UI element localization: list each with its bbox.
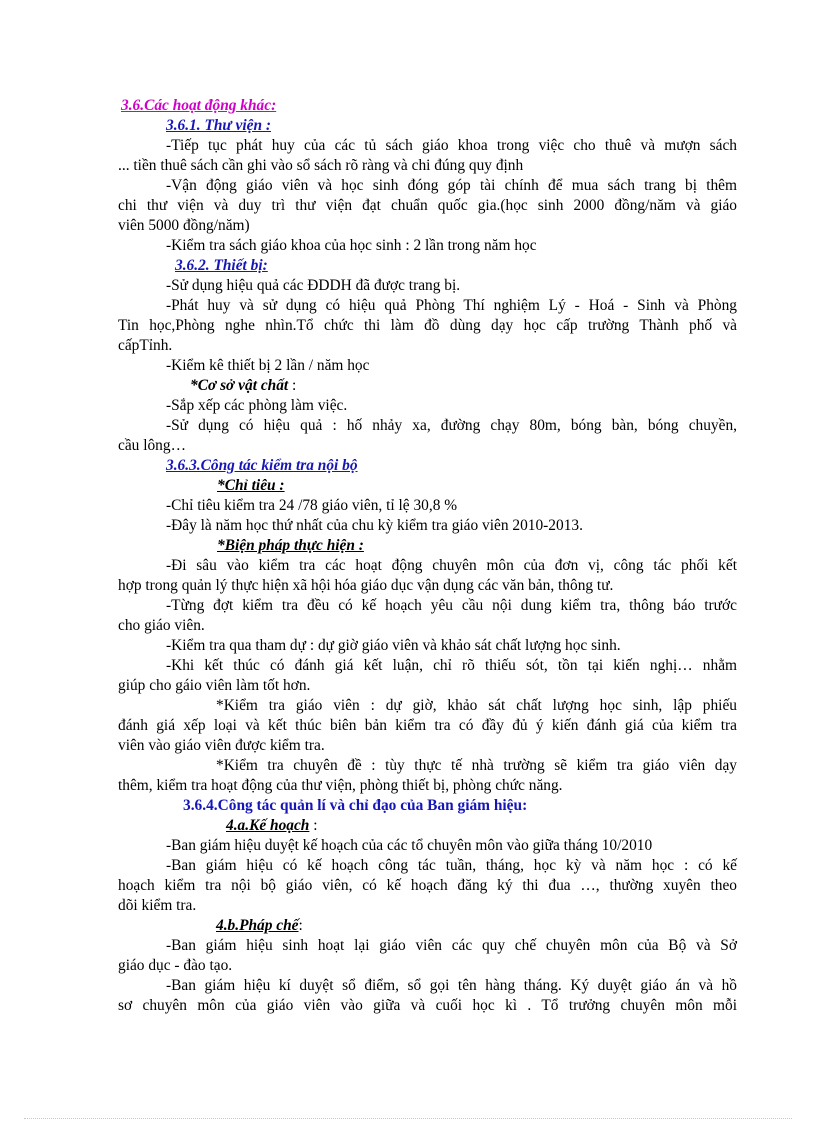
equipment-paragraph-2: -Phát huy và sử dụng có hiệu quả Phòng Thí nghiệm Lý - Hoá - Sinh và Phòng	[166, 297, 737, 314]
plan-item-2-end: dõi kiểm tra.	[118, 897, 197, 914]
plan-item-1: -Ban giám hiệu duyệt kế hoạch của các tổ chuyên môn vào giữa tháng 10/2010	[166, 837, 653, 854]
measures-item-1-cont: hợp trong quản lý thực hiện xã hội hóa giáo dục vận dụng các văn bản, thông tư.	[118, 577, 614, 594]
rules-colon: :	[298, 917, 303, 934]
rules-item-1: -Ban giám hiệu sinh hoạt lại giáo viên các quy chế chuyên môn của Bộ và Sở	[166, 937, 737, 954]
inspection-heading: 3.6.3.Công tác kiểm tra nội bộ	[166, 457, 358, 474]
teacher-inspection-cont: đánh giá xếp loại và kết thúc biên bản kiểm tra có đầy đủ ý kiến đánh giá của kiểm tra	[118, 717, 737, 734]
equipment-heading: 3.6.2. Thiết bị:	[175, 257, 268, 274]
library-paragraph-1: -Tiếp tục phát huy của các tủ sách giáo khoa trong việc cho thuê và mượn sách	[166, 137, 737, 154]
teacher-inspection: *Kiểm tra giáo viên : dự giờ, khảo sát chất lượng học sinh, lập phiếu	[216, 697, 737, 714]
facilities-paragraph-2: -Sử dụng có hiệu quả : hố nhảy xa, đường chạy 80m, bóng bàn, bóng chuyền,	[166, 417, 737, 434]
measures-item-2-cont: cho giáo viên.	[118, 617, 205, 634]
targets-label: *Chỉ tiêu :	[217, 477, 285, 494]
facilities-heading	[190, 376, 296, 396]
topic-inspection-cont: thêm, kiểm tra hoạt động của thư viện, phòng thiết bị, phòng chức năng.	[118, 777, 563, 794]
facilities-label: *Cơ sở vật chất	[190, 377, 289, 394]
facilities-colon: :	[288, 377, 297, 394]
rules-label: 4.b.Pháp chế	[216, 917, 299, 934]
library-paragraph-2: -Vận động giáo viên và học sinh đóng góp tài chính để mua sách trang bị thêm	[166, 177, 737, 194]
targets-item-2: -Đây là năm học thứ nhất của chu kỳ kiểm tra giáo viên 2010-2013.	[166, 517, 583, 534]
section-title: 3.6.Các hoạt động khác:	[121, 97, 277, 114]
equipment-paragraph-2-cont: Tin học,Phòng nghe nhìn.Tổ chức thi làm đồ dùng dạy học cấp trường Thành phố và	[118, 317, 737, 334]
facilities-paragraph-1: -Sắp xếp các phòng làm việc.	[166, 397, 348, 414]
management-heading: 3.6.4.Công tác quản lí và chỉ đạo của Ban giám hiệu:	[183, 797, 528, 814]
page-bottom-divider	[24, 1118, 792, 1119]
library-paragraph-2-end: viên 5000 đồng/năm)	[118, 217, 250, 234]
measures-item-4-cont: giúp cho gáio viên làm tốt hơn.	[118, 677, 311, 694]
measures-item-2: -Từng đợt kiểm tra đều có kế hoạch yêu cầu nội dung kiểm tra, thông báo trước	[166, 597, 737, 614]
library-paragraph-2-cont: chi thư viện và duy trì thư viện đạt chuẩn quốc gia.(học sinh 2000 đồng/năm và giáo	[118, 197, 737, 214]
plan-item-2: -Ban giám hiệu có kế hoạch công tác tuần, tháng, học kỳ và năm học : có kế	[166, 857, 737, 874]
facilities-paragraph-2-cont: cầu lông…	[118, 437, 186, 454]
measures-item-4: -Khi kết thúc có đánh giá kết luận, chỉ rõ thiếu sót, tồn tại kiến nghị… nhằm	[166, 657, 737, 674]
rules-item-2: -Ban giám hiệu kí duyệt sổ điểm, sổ gọi tên hàng tháng. Ký duyệt giáo án và hồ	[166, 977, 737, 994]
rules-heading	[216, 916, 303, 936]
plan-colon: :	[309, 817, 318, 834]
plan-label: 4.a.Kế hoạch	[226, 817, 310, 834]
equipment-paragraph-3: -Kiểm kê thiết bị 2 lần / năm học	[166, 357, 370, 374]
plan-item-2-cont: hoạch kiểm tra nội bộ giáo viên, có kế hoạch đăng ký thi đua …, thường xuyên theo	[118, 877, 737, 894]
library-paragraph-1-cont: ... tiền thuê sách cần ghi vào sổ sách rõ ràng và chi đúng quy định	[118, 157, 524, 174]
teacher-inspection-end: viên vào giáo viên được kiểm tra.	[118, 737, 325, 754]
measures-item-3: -Kiểm tra qua tham dự : dự giờ giáo viên và khảo sát chất lượng học sinh.	[166, 637, 621, 654]
topic-inspection: *Kiểm tra chuyên đề : tùy thực tế nhà trường sẽ kiểm tra giáo viên dạy	[216, 757, 737, 774]
measures-label: *Biện pháp thực hiện :	[217, 537, 364, 554]
plan-heading	[226, 816, 318, 836]
library-paragraph-3: -Kiểm tra sách giáo khoa của học sinh : 2 lần trong năm học	[166, 237, 537, 254]
targets-item-1: -Chỉ tiêu kiểm tra 24 /78 giáo viên, tỉ lệ 30,8 %	[166, 497, 458, 514]
measures-item-1: -Đi sâu vào kiểm tra các hoạt động chuyên môn của đơn vị, công tác phối kết	[166, 557, 737, 574]
equipment-paragraph-2-end: cấpTỉnh.	[118, 337, 173, 354]
equipment-paragraph-1: -Sử dụng hiệu quả các ĐDDH đã được trang bị.	[166, 277, 461, 294]
library-heading: 3.6.1. Thư viện :	[166, 117, 271, 134]
rules-item-2-cont: sơ chuyên môn của giáo viên vào giữa và cuối học kì . Tổ trưởng chuyên môn mỗi	[118, 997, 737, 1014]
rules-item-1-cont: giáo dục - đào tạo.	[118, 957, 233, 974]
